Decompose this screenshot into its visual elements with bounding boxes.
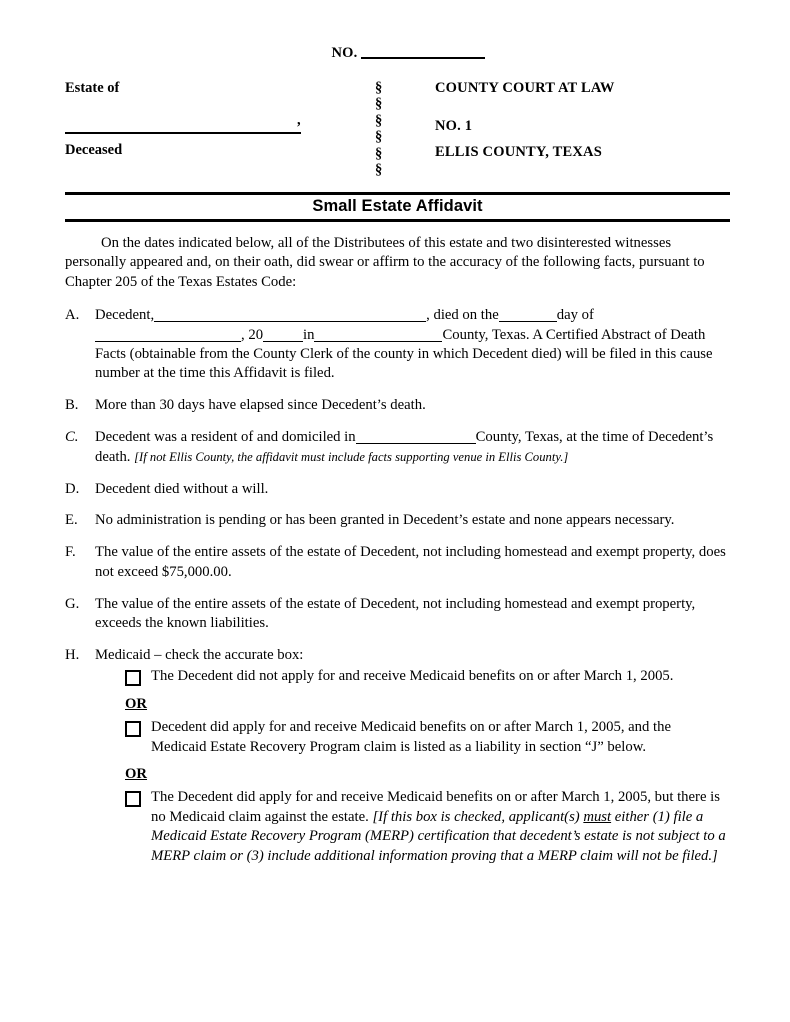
item-a-text-2: , died on the bbox=[426, 307, 499, 324]
item-a-year-blank[interactable] bbox=[263, 328, 303, 342]
item-f-text: The value of the entire assets of the estate of Decedent, not including homestead and exempt property, does not exceed $75,000.00. bbox=[95, 544, 726, 580]
item-c-county-blank[interactable] bbox=[356, 430, 476, 444]
item-a-county-blank[interactable] bbox=[314, 328, 442, 342]
item-d-text: Decedent died without a will. bbox=[95, 480, 269, 497]
item-d-marker: D. bbox=[65, 480, 80, 497]
item-e bbox=[65, 511, 730, 530]
item-c bbox=[65, 428, 730, 467]
deceased-label: Deceased bbox=[65, 142, 123, 158]
court-number-line: NO. 1 bbox=[435, 118, 473, 134]
medicaid-option-1[interactable] bbox=[125, 667, 730, 686]
cause-number-line bbox=[65, 45, 730, 62]
item-a-text-3: day of bbox=[556, 307, 594, 324]
title-band bbox=[65, 192, 730, 222]
item-e-marker: E. bbox=[65, 512, 78, 529]
section-symbol: § bbox=[375, 129, 383, 146]
cause-number-blank[interactable] bbox=[361, 57, 485, 59]
checkbox-icon[interactable] bbox=[125, 791, 141, 807]
item-g bbox=[65, 595, 730, 634]
item-a-day-blank[interactable] bbox=[499, 308, 557, 322]
court-name-line: COUNTY COURT AT LAW bbox=[435, 80, 615, 96]
section-symbol: § bbox=[375, 80, 383, 96]
item-c-text-1: Decedent was a resident of and domiciled in bbox=[95, 429, 356, 446]
or-label: OR bbox=[125, 766, 148, 783]
checkbox-icon[interactable] bbox=[125, 670, 141, 686]
item-b-text: More than 30 days have elapsed since Decedent’s death. bbox=[95, 397, 426, 414]
intro-paragraph: On the dates indicated below, all of the Distributees of this estate and two disinterested witnesses personally appeared and, on their oath, did swear or affirm to the accuracy of the following facts, pursuant to Chapter 205 of the Texas Estates Code: bbox=[65, 235, 705, 290]
item-c-marker: C. bbox=[65, 429, 79, 446]
section-symbol: § bbox=[375, 145, 383, 162]
item-h-marker: H. bbox=[65, 647, 80, 663]
item-a-decedent-name-blank[interactable] bbox=[154, 308, 426, 322]
medicaid-option-1-label: The Decedent did not apply for and receive Medicaid benefits on or after March 1, 2005. bbox=[151, 668, 674, 685]
or-label: OR bbox=[125, 695, 148, 712]
item-a-text-5: in bbox=[303, 326, 315, 343]
item-a-text-1: Decedent, bbox=[95, 307, 155, 324]
case-caption bbox=[65, 80, 730, 180]
medicaid-option-3-label: The Decedent did apply for and receive Medicaid benefits on or after March 1, 2005, but there is no Medicaid claim against the estate. bbox=[151, 789, 720, 825]
page-title: Small Estate Affidavit bbox=[312, 197, 483, 215]
item-f-marker: F. bbox=[65, 544, 76, 561]
item-g-text: The value of the entire assets of the estate of Decedent, not including homestead and exempt property, exceeds the known liabilities. bbox=[95, 595, 696, 632]
item-g-marker: G. bbox=[65, 595, 80, 612]
medicaid-option-3[interactable] bbox=[125, 788, 730, 866]
court-county-line: ELLIS COUNTY, TEXAS bbox=[435, 144, 602, 160]
item-h bbox=[65, 646, 730, 866]
item-e-text: No administration is pending or has been granted in Decedent’s estate and none appears necessary. bbox=[95, 512, 675, 529]
affidavit-items bbox=[65, 306, 730, 866]
checkbox-icon[interactable] bbox=[125, 721, 141, 737]
medicaid-option-3-note-a: [If this box is checked, applicant(s) bbox=[372, 808, 580, 825]
item-a bbox=[65, 306, 730, 384]
cause-number-label: NO. bbox=[331, 45, 358, 61]
item-h-heading: Medicaid – check the accurate box: bbox=[95, 647, 304, 663]
estate-of-label: Estate of bbox=[65, 80, 120, 96]
medicaid-options bbox=[95, 667, 730, 866]
item-a-month-blank[interactable] bbox=[95, 328, 241, 342]
medicaid-option-3-note-must: must bbox=[583, 808, 612, 825]
decedent-name-blank[interactable] bbox=[65, 118, 301, 134]
document-content bbox=[65, 45, 730, 879]
medicaid-option-2[interactable] bbox=[125, 718, 730, 757]
item-b-marker: B. bbox=[65, 397, 79, 414]
item-a-marker: A. bbox=[65, 307, 80, 324]
item-b bbox=[65, 396, 730, 415]
item-d bbox=[65, 480, 730, 499]
item-c-venue-note: [If not Ellis County, the affidavit must include facts supporting venue in Ellis County.] bbox=[134, 449, 569, 464]
medicaid-option-3-note-b: either (1) file a Medicaid Estate Recovery Program (MERP) certification that decedent’s estate is not subject to a MERP claim or (3) include additional information proving that a MERP claim will not be filed.] bbox=[151, 808, 726, 864]
section-symbol: § bbox=[375, 161, 383, 178]
item-a-text-6: County, Texas. A Certified Abstract of Death Facts (obtainable from the County Clerk of the county in which Decedent died) will be filed in this cause number at the time this Affidavit is filed. bbox=[95, 326, 713, 382]
caption-comma: , bbox=[297, 112, 301, 128]
item-f bbox=[65, 543, 730, 582]
item-c-text-2: County, Texas, at the time of Decedent’s death. bbox=[95, 429, 714, 465]
section-symbol: § bbox=[375, 112, 383, 129]
section-symbol: § bbox=[375, 96, 383, 113]
medicaid-option-2-label: Decedent did apply for and receive Medicaid benefits on or after March 1, 2005, and the Medicaid Estate Recovery Program claim is listed as a liability in section “J” below. bbox=[151, 719, 671, 755]
item-a-text-4: , 20 bbox=[241, 326, 264, 343]
section-symbol-column bbox=[375, 80, 382, 178]
or-separator-2 bbox=[125, 759, 730, 788]
or-separator-1 bbox=[125, 689, 730, 718]
